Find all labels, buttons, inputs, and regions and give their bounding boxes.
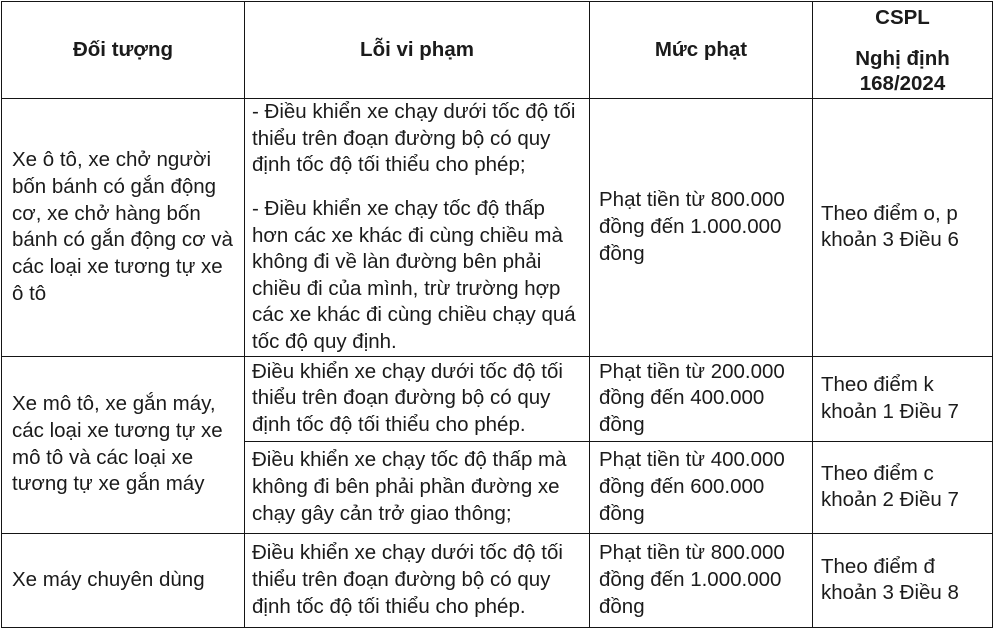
column-header-subject <box>2 2 245 99</box>
table-row <box>2 356 993 441</box>
violation-text <box>245 99 589 356</box>
legal-basis-text: Theo điểm c khoản 2 Điều 7 <box>821 461 959 512</box>
table-body <box>2 99 993 628</box>
fine-text: Phạt tiền từ 200.000 đồng đến 400.000 đồng <box>599 359 785 437</box>
violation-text <box>245 359 589 439</box>
cell-violation <box>245 99 590 357</box>
table-row <box>2 99 993 357</box>
column-header-legal-basis-sublabel <box>855 46 950 96</box>
violation-paragraph: - Điều khiển xe chạy tốc độ thấp hơn các xe khác đi cùng chiều mà không đi về làn đường bên phải chiều đi của mình, trừ trường hợp các xe khác đi cùng chiều chạy quá tốc độ quy định. <box>252 196 576 354</box>
column-header-violation-label: Lỗi vi phạm <box>360 38 474 62</box>
table-header-row <box>2 2 993 99</box>
traffic-penalty-table <box>1 1 993 628</box>
cell-fine <box>590 441 813 533</box>
column-header-fine-label: Mức phạt <box>654 38 748 62</box>
violation-text <box>245 540 589 620</box>
penalty-table-sheet <box>0 1 1000 618</box>
cell-violation <box>245 533 590 627</box>
table-header <box>2 2 993 99</box>
cell-fine <box>590 99 813 357</box>
cell-subject <box>2 533 245 627</box>
column-header-subject-label: Đối tượng <box>72 38 173 62</box>
cell-fine <box>590 356 813 441</box>
column-header-legal-basis-stack <box>813 4 992 95</box>
subject-text: Xe ô tô, xe chở người bốn bánh có gắn động cơ, xe chở hàng bốn bánh có gắn động cơ và các loại xe tương tự xe ô tô <box>12 148 233 305</box>
violation-text <box>245 447 589 527</box>
cell-violation <box>245 356 590 441</box>
cell-legal-basis <box>813 441 993 533</box>
cell-subject <box>2 356 245 533</box>
column-header-legal-basis-label: CSPL <box>875 6 930 30</box>
cell-fine <box>590 533 813 627</box>
cell-legal-basis <box>813 533 993 627</box>
legal-basis-text: Theo điểm đ khoản 3 Điều 8 <box>821 554 959 605</box>
violation-paragraph: Điều khiển xe chạy dưới tốc độ tối thiểu trên đoạn đường bộ có quy định tốc độ tối thiểu cho phép. <box>252 541 563 618</box>
fine-text: Phạt tiền từ 800.000 đồng đến 1.000.000 đồng <box>599 188 785 265</box>
legal-basis-text: Theo điểm o, p khoản 3 Điều 6 <box>821 201 959 252</box>
cell-legal-basis <box>813 356 993 441</box>
cell-subject <box>2 99 245 357</box>
fine-text: Phạt tiền từ 400.000 đồng đến 600.000 đồng <box>599 448 785 525</box>
column-header-legal-basis <box>813 2 993 99</box>
legal-basis-text: Theo điểm k khoản 1 Điều 7 <box>821 373 959 423</box>
violation-paragraph: - Điều khiển xe chạy dưới tốc độ tối thiểu trên đoạn đường bộ có quy định tốc độ tối thiểu cho phép; <box>252 100 576 177</box>
cell-violation <box>245 441 590 533</box>
cell-legal-basis <box>813 99 993 357</box>
subject-text: Xe mô tô, xe gắn máy, các loại xe tương tự xe mô tô và các loại xe tương tự xe gắn máy <box>12 392 223 496</box>
table-row <box>2 533 993 627</box>
legal-basis-decree-word: Nghị định <box>855 46 950 70</box>
column-header-fine <box>590 2 813 99</box>
subject-text: Xe máy chuyên dùng <box>12 567 205 591</box>
column-header-violation <box>245 2 590 99</box>
fine-text: Phạt tiền từ 800.000 đồng đến 1.000.000 đồng <box>599 541 785 618</box>
legal-basis-decree-number: 168/2024 <box>859 71 946 95</box>
violation-paragraph: Điều khiển xe chạy dưới tốc độ tối thiểu trên đoạn đường bộ có quy định tốc độ tối thiểu cho phép. <box>252 359 563 437</box>
violation-paragraph: Điều khiển xe chạy tốc độ thấp mà không đi bên phải phần đường xe chạy gây cản trở giao thông; <box>252 448 567 525</box>
